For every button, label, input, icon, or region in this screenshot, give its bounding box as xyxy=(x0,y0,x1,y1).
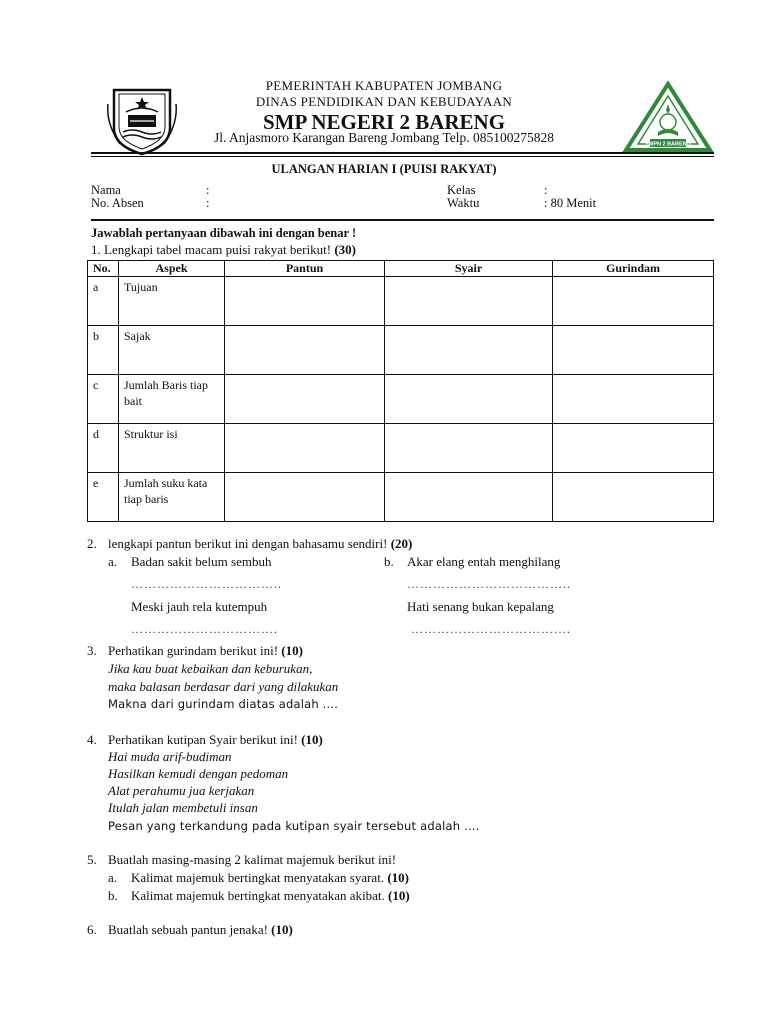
waktu-label: Waktu xyxy=(447,196,480,210)
q2-a-line2: Meski jauh rela kutempuh xyxy=(131,599,268,614)
row-no: e xyxy=(88,473,119,522)
q2-a-label: a. xyxy=(108,554,118,569)
q2-a-line1: Badan sakit belum sembuh xyxy=(131,554,272,569)
question-1 xyxy=(91,241,356,258)
absen-colon: : xyxy=(206,196,210,210)
q3-gurindam-line1: Jika kau buat kebaikan dan keburukan, xyxy=(108,661,313,676)
q4-text: Perhatikan kutipan Syair berikut ini! xyxy=(108,732,298,747)
puisi-rakyat-table xyxy=(87,260,714,522)
table-header-row xyxy=(88,261,714,277)
col-header-pantun: Pantun xyxy=(225,261,385,277)
question-4 xyxy=(108,731,323,748)
question-2 xyxy=(108,535,412,552)
row-aspek: Tujuan xyxy=(119,277,225,326)
q5-a-text: Kalimat majemuk bertingkat menyatakan syarat. xyxy=(131,870,385,885)
q4-syair-line3: Alat perahumu jua kerjakan xyxy=(108,783,255,798)
waktu-value: : 80 Menit xyxy=(544,196,597,210)
answer-cell[interactable] xyxy=(385,375,553,424)
table-row xyxy=(88,473,714,522)
row-no: d xyxy=(88,424,119,473)
answer-cell[interactable] xyxy=(385,277,553,326)
nama-colon: : xyxy=(206,183,210,197)
row-aspek: Jumlah suku kata tiap baris xyxy=(119,473,225,522)
table-row xyxy=(88,326,714,375)
kelas-colon: : xyxy=(544,183,548,197)
answer-cell[interactable] xyxy=(225,375,385,424)
q4-syair-line2: Hasilkan kemudi dengan pedoman xyxy=(108,766,289,781)
header-rule-thick xyxy=(91,152,714,154)
answer-cell[interactable] xyxy=(225,326,385,375)
q5-a-score: (10) xyxy=(387,870,409,885)
table-row xyxy=(88,277,714,326)
q1-score: (30) xyxy=(334,242,356,257)
q5-b-label: b. xyxy=(108,888,118,903)
q2-a-blank1[interactable]: …………………………….. xyxy=(131,577,282,591)
q2-b-label: b. xyxy=(384,554,394,569)
answer-cell[interactable] xyxy=(385,326,553,375)
q3-score: (10) xyxy=(281,643,303,658)
school-address: Jl. Anjasmoro Karangan Bareng Jombang Telp. 085100275828 xyxy=(213,130,554,145)
q4-syair-line4: Itulah jalan membetuli insan xyxy=(108,800,258,815)
q5-a-label: a. xyxy=(108,870,118,885)
q4-score: (10) xyxy=(301,732,323,747)
q5-number: 5. xyxy=(87,852,97,867)
col-header-syair: Syair xyxy=(385,261,553,277)
q2-score: (20) xyxy=(390,536,413,551)
col-header-aspek: Aspek xyxy=(119,261,225,277)
q2-b-blank1[interactable]: ……………………………….. xyxy=(407,577,571,591)
answer-cell[interactable] xyxy=(225,473,385,522)
q5-a xyxy=(131,869,409,886)
q5-b xyxy=(131,887,410,904)
absen-label: No. Absen xyxy=(91,196,144,210)
table-row xyxy=(88,375,714,424)
logo-text: SMPN 2 BARENG xyxy=(645,141,691,148)
q6-score: (10) xyxy=(271,922,293,937)
q2-b-line2: Hati senang bukan kepalang xyxy=(407,599,554,614)
smpn-2-bareng-logo xyxy=(622,80,714,154)
row-aspek: Sajak xyxy=(119,326,225,375)
table-row xyxy=(88,424,714,473)
q1-text: 1. Lengkapi tabel macam puisi rakyat berikut! xyxy=(91,242,332,257)
question-3 xyxy=(108,642,303,659)
answer-cell[interactable] xyxy=(225,424,385,473)
q3-number: 3. xyxy=(87,643,97,658)
q5-b-text: Kalimat majemuk bertingkat menyatakan akibat. xyxy=(131,888,385,903)
q2-b-blank2[interactable]: ………………………………. xyxy=(411,622,571,636)
col-header-gurindam: Gurindam xyxy=(553,261,714,277)
q2-text: lengkapi pantun berikut ini dengan bahasamu sendiri! xyxy=(108,536,388,551)
row-aspek: Jumlah Baris tiap bait xyxy=(119,375,225,424)
q6-number: 6. xyxy=(87,922,97,937)
question-6 xyxy=(108,921,293,938)
answer-cell[interactable] xyxy=(553,375,714,424)
answer-cell[interactable] xyxy=(553,424,714,473)
q5-b-score: (10) xyxy=(388,888,410,903)
answer-cell[interactable] xyxy=(385,424,553,473)
col-header-no: No. xyxy=(88,261,119,277)
instruction: Jawablah pertanyaan dibawah ini dengan benar ! xyxy=(91,226,357,240)
answer-cell[interactable] xyxy=(553,473,714,522)
q3-text: Perhatikan gurindam berikut ini! xyxy=(108,643,279,658)
row-no: a xyxy=(88,277,119,326)
q4-prompt: Pesan yang terkandung pada kutipan syair tersebut adalah .... xyxy=(108,819,480,833)
answer-cell[interactable] xyxy=(553,326,714,375)
q3-prompt: Makna dari gurindam diatas adalah .... xyxy=(108,697,339,711)
q2-number: 2. xyxy=(87,536,97,551)
q4-number: 4. xyxy=(87,732,97,747)
identity-rule xyxy=(91,219,714,221)
row-no: c xyxy=(88,375,119,424)
row-aspek: Struktur isi xyxy=(119,424,225,473)
answer-cell[interactable] xyxy=(553,277,714,326)
q2-a-blank2[interactable]: ……………………………. xyxy=(131,622,278,636)
school-name: SMP NEGERI 2 BARENG xyxy=(262,110,506,134)
nama-label: Nama xyxy=(91,183,121,197)
header-rule-thin xyxy=(91,156,714,157)
answer-cell[interactable] xyxy=(225,277,385,326)
kelas-label: Kelas xyxy=(447,183,476,197)
header-government: PEMERINTAH KABUPATEN JOMBANG xyxy=(265,78,503,93)
exam-title: ULANGAN HARIAN I (PUISI RAKYAT) xyxy=(271,162,497,176)
answer-cell[interactable] xyxy=(385,473,553,522)
q6-text: Buatlah sebuah pantun jenaka! xyxy=(108,922,268,937)
header-department: DINAS PENDIDIKAN DAN KEBUDAYAAN xyxy=(255,94,513,109)
q5-text: Buatlah masing-masing 2 kalimat majemuk berikut ini! xyxy=(108,852,397,867)
q2-b-line1: Akar elang entah menghilang xyxy=(407,554,561,569)
q4-syair-line1: Hai muda arif-budiman xyxy=(108,749,232,764)
q3-gurindam-line2: maka balasan berdasar dari yang dilakukan xyxy=(108,679,339,694)
row-no: b xyxy=(88,326,119,375)
